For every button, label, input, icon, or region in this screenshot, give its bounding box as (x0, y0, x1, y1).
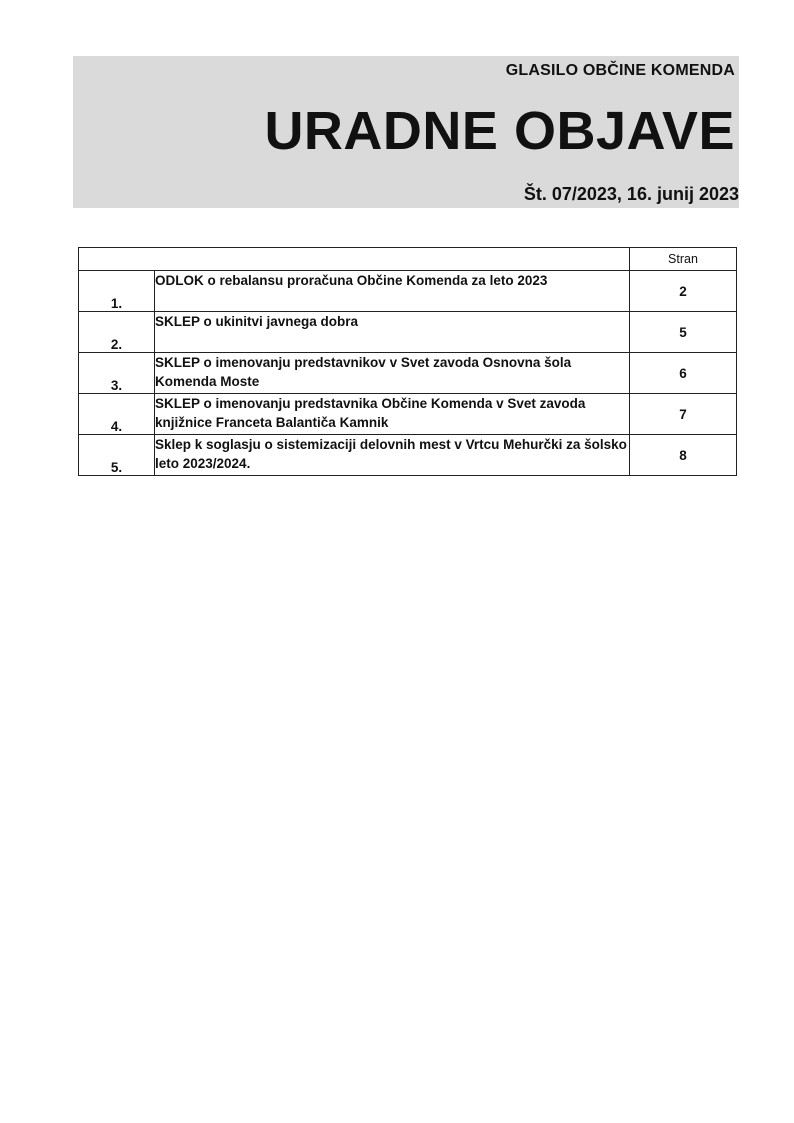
toc-entry-number: 1. (79, 271, 155, 312)
publication-name: GLASILO OBČINE KOMENDA (505, 62, 735, 79)
toc-row[interactable] (79, 271, 737, 312)
toc-entry-number: 5. (79, 435, 155, 476)
table-of-contents (78, 247, 737, 476)
issue-info: Št. 07/2023, 16. junij 2023 (523, 184, 739, 204)
toc-entry-number: 4. (79, 394, 155, 435)
toc-entry-title[interactable]: SKLEP o imenovanju predstavnika Občine Komenda v Svet zavoda knjižnice Franceta Balantiča Kamnik (155, 394, 630, 435)
toc-page-header: Stran (630, 248, 737, 271)
toc-header-row (79, 248, 737, 271)
toc-entry-number: 2. (79, 312, 155, 353)
toc-row[interactable] (79, 394, 737, 435)
masthead (73, 56, 739, 208)
toc-entry-page: 8 (630, 435, 737, 476)
toc-entry-title[interactable]: Sklep k soglasju o sistemizaciji delovnih mest v Vrtcu Mehurčki za šolsko leto 2023/2024. (155, 435, 630, 476)
toc-entry-title[interactable]: SKLEP o imenovanju predstavnikov v Svet zavoda Osnovna šola Komenda Moste (155, 353, 630, 394)
toc-row[interactable] (79, 312, 737, 353)
toc-entry-number: 3. (79, 353, 155, 394)
toc-entry-page: 5 (630, 312, 737, 353)
document-title: URADNE OBJAVE (264, 101, 735, 161)
toc-entry-title[interactable]: SKLEP o ukinitvi javnega dobra (155, 312, 630, 353)
toc-entry-page: 6 (630, 353, 737, 394)
toc-entry-page: 7 (630, 394, 737, 435)
toc-header-blank (79, 248, 630, 271)
toc-row[interactable] (79, 435, 737, 476)
toc-entry-page: 2 (630, 271, 737, 312)
toc-entry-title[interactable]: ODLOK o rebalansu proračuna Občine Komenda za leto 2023 (155, 271, 630, 312)
toc-row[interactable] (79, 353, 737, 394)
